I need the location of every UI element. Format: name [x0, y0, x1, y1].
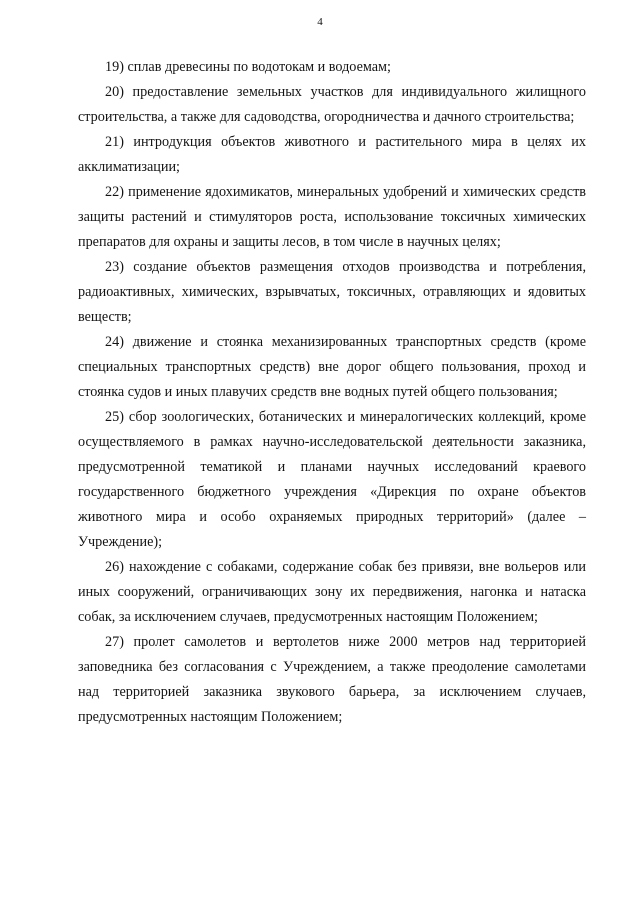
list-item-24: 24) движение и стоянка механизированных транспортных средств (кроме специальных транспортных средств) вне дорог общего пользования, проход и стоянка судов и иных плавучих средств вне водных путей общего пользования; — [78, 334, 586, 400]
document-body — [78, 55, 586, 730]
list-item-22: 22) применение ядохимикатов, минеральных удобрений и химических средств защиты растений и стимуляторов роста, использование токсичных химических препаратов для охраны и защиты лесов, в том числе в научных целях; — [78, 184, 586, 250]
list-item-19: 19) сплав древесины по водотокам и водоемам; — [105, 59, 391, 75]
list-item-25: 25) сбор зоологических, ботанических и минералогических коллекций, кроме осуществляемого в рамках научно-исследовательской деятельности заказника, предусмотренной тематикой и планами научных исследований краевого государственного бюджетного учреждения «Дирекция по охране объектов животного мира и особо охраняемых природных территорий» (далее – Учреждение); — [78, 409, 586, 550]
list-item-27: 27) пролет самолетов и вертолетов ниже 2000 метров над территорией заповедника без согласования с Учреждением, а также преодоление самолетами над территорией заказника звукового барьера, за исключением случаев, предусмотренных настоящим Положением; — [78, 634, 586, 725]
page-number: 4 — [317, 16, 323, 28]
list-item-23: 23) создание объектов размещения отходов производства и потребления, радиоактивных, химических, взрывчатых, токсичных, отравляющих и ядовитых веществ; — [78, 259, 586, 325]
list-item-26: 26) нахождение с собаками, содержание собак без привязи, вне вольеров или иных сооружений, ограничивающих зону их передвижения, нагонка и натаска собак, за исключением случаев, предусмотренных настоящим Положением; — [78, 559, 586, 625]
list-item-21: 21) интродукция объектов животного и растительного мира в целях их акклиматизации; — [78, 134, 586, 175]
list-item-20: 20) предоставление земельных участков для индивидуального жилищного строительства, а также для садоводства, огородничества и дачного строительства; — [78, 84, 586, 125]
